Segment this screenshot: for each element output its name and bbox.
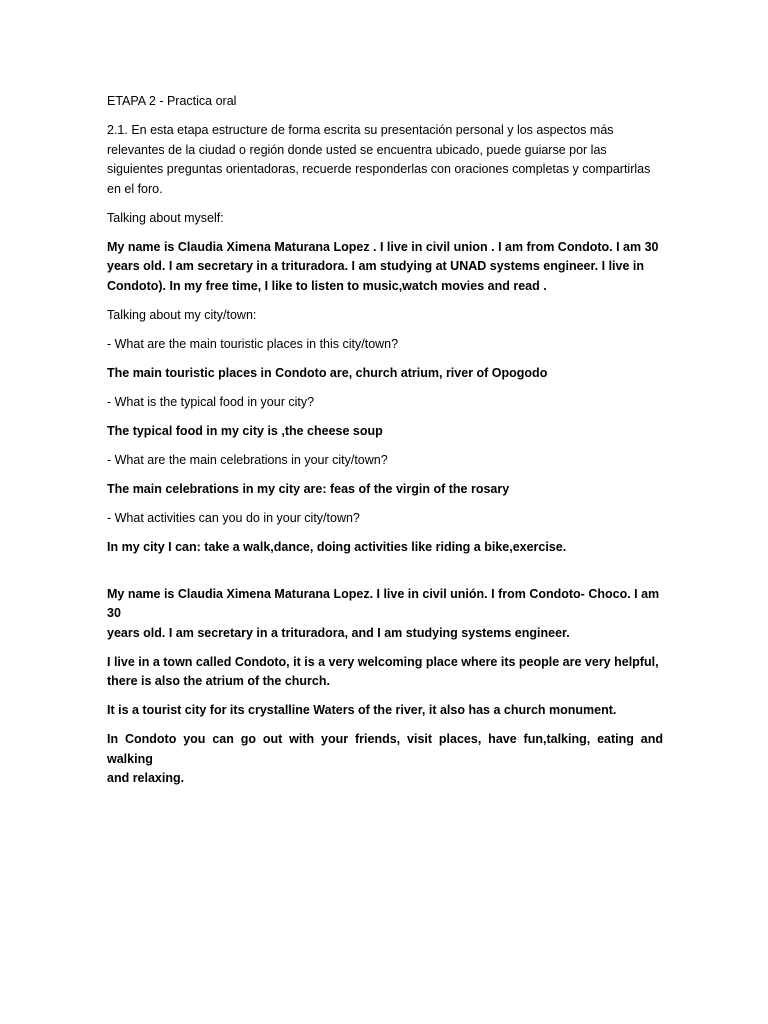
intro-paragraph: 2.1. En esta etapa estructure de forma escrita su presentación personal y los aspectos más relevantes de la ciudad o región donde usted se encuentra ubicado, puede guiarse por las siguientes preguntas orientadoras, recuerde responderlas con oraciones completas y compartirlas en el foro. <box>107 123 651 196</box>
final-paragraph-activities: In Condoto you can go out with your friends, visit places, have fun,talking, eating and walking and relaxing. <box>107 732 663 785</box>
document-heading: ETAPA 2 - Practica oral <box>107 94 237 108</box>
question-activities: - What activities can you do in your city/town? <box>107 510 360 525</box>
final-paragraph-town: I live in a town called Condoto, it is a very welcoming place where its people are very helpful, there is also the atrium of the church. <box>107 654 659 688</box>
final-paragraph-tourist: It is a tourist city for its crystalline Waters of the river, it also has a church monument. <box>107 703 617 717</box>
question-celebrations: - What are the main celebrations in your city/town? <box>107 452 388 467</box>
question-typical-food: - What is the typical food in your city? <box>107 394 315 409</box>
section-heading-myself: Talking about myself: <box>107 210 224 225</box>
answer-touristic-places: The main touristic places in Condoto are, church atrium, river of Opogodo <box>107 365 548 380</box>
answer-myself: My name is Claudia Ximena Maturana Lopez . I live in civil union . I am from Condoto. I am 30 years old. I am secretary in a trituradora. I am studying at UNAD systems engineer. I live in Condoto). In my free time, I like to listen to music,watch movies and read . <box>107 239 659 293</box>
answer-celebrations: The main celebrations in my city are: feas of the virgin of the rosary <box>107 481 510 496</box>
document-body <box>107 92 663 798</box>
question-touristic-places: - What are the main touristic places in this city/town? <box>107 336 399 351</box>
section-heading-city: Talking about my city/town: <box>107 307 257 322</box>
final-paragraph-intro: My name is Claudia Ximena Maturana Lopez. I live in civil unión. I from Condoto- Choco. I am 30 years old. I am secretary in a trituradora, and I am studying systems engineer. <box>107 586 660 640</box>
answer-typical-food: The typical food in my city is ,the cheese soup <box>107 423 383 438</box>
answer-activities: In my city I can: take a walk,dance, doing activities like riding a bike,exercise. <box>107 539 567 554</box>
paragraph-gap <box>107 567 663 585</box>
